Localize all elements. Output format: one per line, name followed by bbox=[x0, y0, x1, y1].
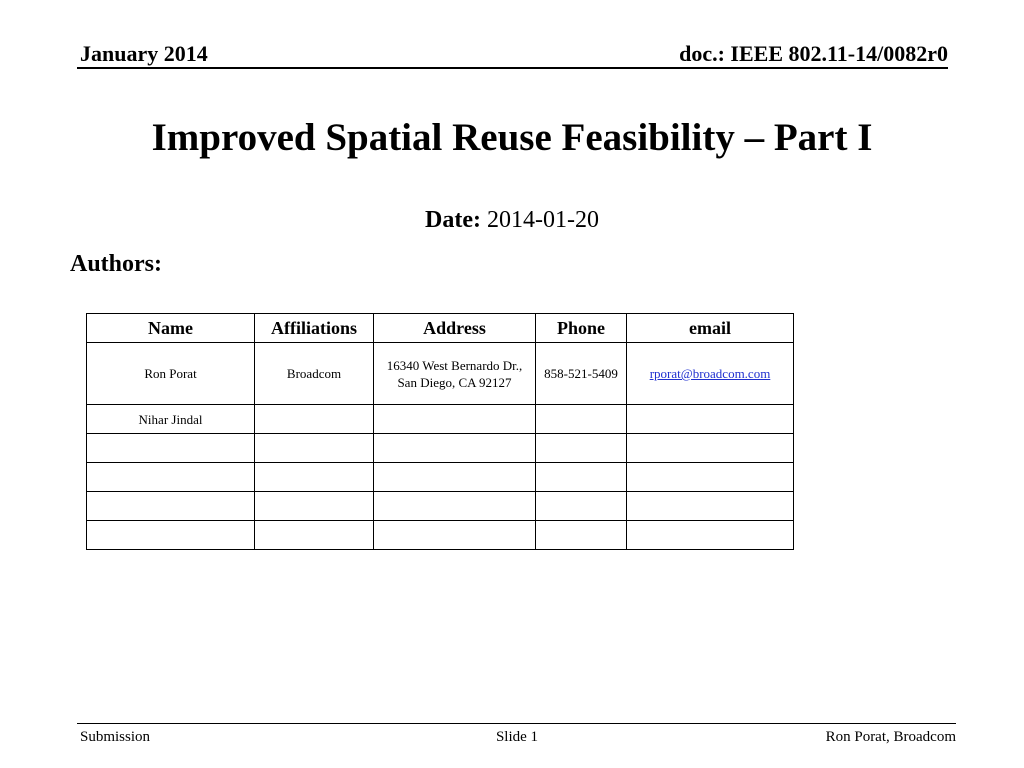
author-affiliation bbox=[255, 463, 374, 492]
column-header-affiliations: Affiliations bbox=[255, 314, 374, 343]
footer-divider bbox=[77, 723, 956, 724]
author-name: Ron Porat bbox=[87, 343, 255, 405]
table-row bbox=[87, 492, 794, 521]
author-address bbox=[374, 405, 536, 434]
footer-slide-number: Slide 1 bbox=[495, 729, 539, 745]
header-doc-id: doc.: IEEE 802.11-14/0082r0 bbox=[679, 41, 948, 66]
table-row bbox=[87, 434, 794, 463]
author-phone bbox=[536, 463, 627, 492]
author-affiliation: Broadcom bbox=[255, 343, 374, 405]
footer-author: Ron Porat, Broadcom bbox=[825, 729, 956, 745]
table-row bbox=[87, 521, 794, 550]
author-phone bbox=[536, 521, 627, 550]
author-affiliation bbox=[255, 434, 374, 463]
author-phone bbox=[536, 434, 627, 463]
footer-submission: Submission bbox=[80, 729, 151, 745]
author-address bbox=[374, 434, 536, 463]
author-email-cell bbox=[627, 405, 794, 434]
author-name bbox=[87, 434, 255, 463]
date-line bbox=[0, 204, 1024, 236]
column-header-name: Name bbox=[87, 314, 255, 343]
author-affiliation bbox=[255, 492, 374, 521]
author-address bbox=[374, 521, 536, 550]
author-address bbox=[374, 463, 536, 492]
author-email-cell bbox=[627, 463, 794, 492]
authors-label: Authors: bbox=[70, 251, 163, 277]
author-email-cell bbox=[627, 343, 794, 405]
author-address bbox=[374, 492, 536, 521]
author-address: 16340 West Bernardo Dr., San Diego, CA 92127 bbox=[374, 343, 536, 405]
author-phone bbox=[536, 405, 627, 434]
column-header-address: Address bbox=[374, 314, 536, 343]
author-name bbox=[87, 521, 255, 550]
table-row bbox=[87, 405, 794, 434]
column-header-phone: Phone bbox=[536, 314, 627, 343]
author-name bbox=[87, 492, 255, 521]
author-email-link[interactable]: rporat@broadcom.com bbox=[649, 366, 771, 381]
author-email-cell bbox=[627, 521, 794, 550]
date-label: Date: bbox=[425, 207, 481, 233]
authors-table bbox=[86, 313, 794, 550]
slide-title: Improved Spatial Reuse Feasibility – Part I bbox=[151, 116, 873, 159]
header-divider bbox=[77, 67, 948, 69]
author-name bbox=[87, 463, 255, 492]
author-affiliation bbox=[255, 405, 374, 434]
table-header-row bbox=[87, 314, 794, 343]
author-name: Nihar Jindal bbox=[87, 405, 255, 434]
table-row bbox=[87, 343, 794, 405]
author-phone: 858-521-5409 bbox=[536, 343, 627, 405]
date-value: 2014-01-20 bbox=[486, 207, 599, 233]
author-phone bbox=[536, 492, 627, 521]
table-row bbox=[87, 463, 794, 492]
header-date: January 2014 bbox=[80, 41, 208, 66]
author-email-cell bbox=[627, 434, 794, 463]
column-header-email: email bbox=[627, 314, 794, 343]
author-affiliation bbox=[255, 521, 374, 550]
author-email-cell bbox=[627, 492, 794, 521]
